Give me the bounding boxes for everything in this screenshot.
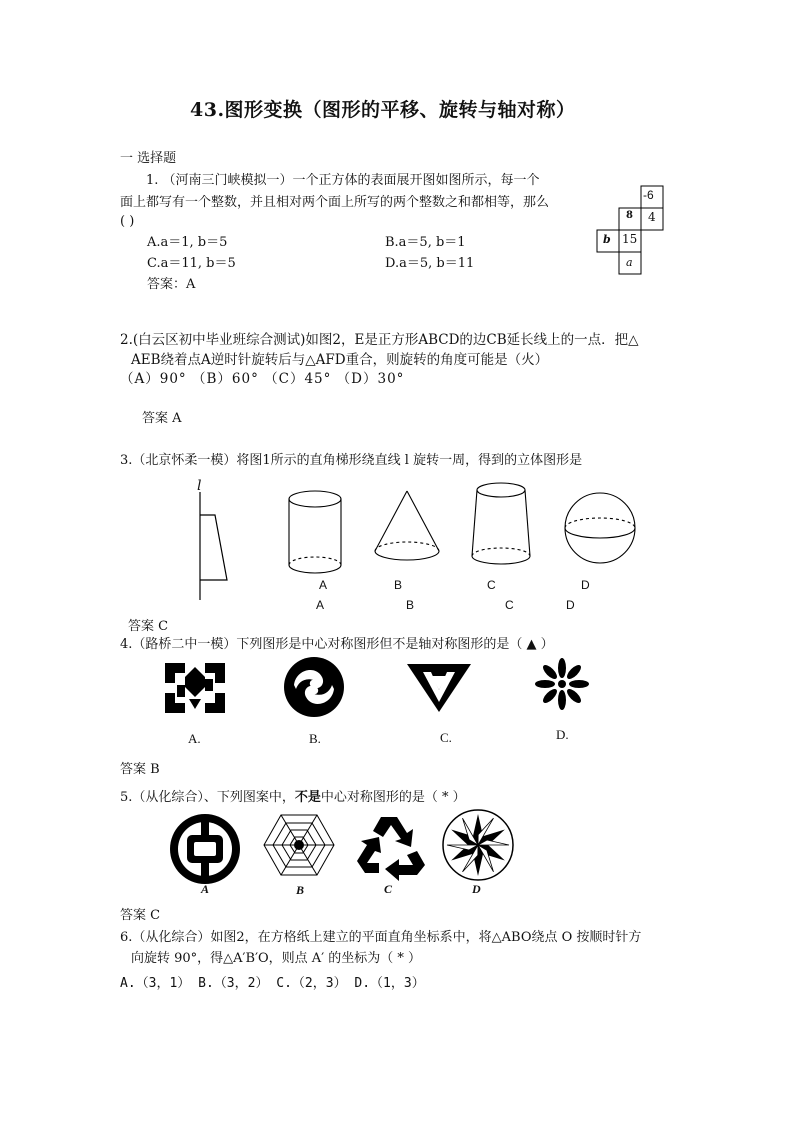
q4-label-a: A. [188,731,201,746]
net-cell-4: 4 [648,210,656,224]
q1-answer: 答案：A [147,277,196,292]
q3-label-upper-d: D [581,578,590,592]
q1-line2: 面上都写有一个整数，并且相对两个面上所写的两个整数之和都相等，那么 [120,195,550,210]
q4-label-d: D. [556,727,569,742]
net-cell-top: -6 [643,188,654,202]
sphere-figure [564,491,644,571]
star-emblem-d-figure [441,808,521,888]
hexagon-web-b-figure [262,812,342,882]
net-cell-15: 15 [622,232,638,246]
q2-answer: 答案 A [142,411,182,426]
q5-label-b: B [296,883,305,897]
frustum-figure [470,480,540,580]
q2-line1: 2.(白云区初中毕业班综合测试)如图2，E是正方形ABCD的边CB延长线上的一点．把△ [120,332,639,348]
q5-label-d: D [472,882,481,896]
q5-line1-pre: 5.（从化综合）、下列图案中， [120,790,295,805]
q3-label-lower-c: C [505,598,514,612]
q1-option-d: D.a＝5, b＝11 [385,256,475,271]
q4-label-b: B. [309,731,321,746]
q1-line3: ( ) [120,214,135,229]
q2-line2: AEB绕着点A逆时针旋转后与△AFD重合，则旋转的角度可能是（火） [131,352,549,368]
emblem-c-figure [405,660,485,720]
q3-label-lower-a: A [316,598,325,612]
cylinder-figure [287,487,347,587]
q6-line1: 6.（从化综合）如图2，在方格纸上建立的平面直角坐标系中，将△ABO绕点 O 按顺时针方 [120,930,642,945]
q2-options: （A）90° （B）60° （C）45° （D）30° [120,371,405,387]
net-cell-b: b [603,233,611,246]
q6-options: A.（3，1） B.（3，2） C.（2，3） D.（1，3） [120,976,425,991]
q5-answer: 答案 C [120,908,161,923]
trapezoid-figure [185,490,245,610]
bank-emblem-a-figure [168,812,248,892]
q3-answer: 答案 C [128,619,169,634]
emblem-a-figure [163,661,233,721]
section-heading: 一 选择题 [120,151,177,166]
q1-option-a: A.a＝1, b＝5 [147,235,228,250]
q6-line2: 向旋转 90°，得△A′B′O，则点 A′ 的坐标为（ * ） [131,951,422,966]
page-title: 43.图形变换（图形的平移、旋转与轴对称） [190,99,576,121]
q3-label-upper-b: B [394,578,403,592]
q3-label-upper-a: A [319,578,328,592]
q1-option-b: B.a＝5, b＝1 [385,235,466,250]
emblem-d-figure [531,656,601,716]
q1-line1: 1. （河南三门峡模拟一）一个正方体的表面展开图如图所示，每一个 [146,173,540,188]
q5-label-a: A [201,882,210,896]
q3-label-upper-c: C [487,578,496,592]
q4-label-c: C. [440,730,452,745]
net-cell-8: 8 [626,210,633,221]
cone-figure [372,487,447,587]
emblem-b-figure [282,655,352,725]
q3-label-lower-b: B [406,598,415,612]
q5-line1-bold: 不是 [294,790,321,805]
q4-line1: 4.（路桥二中一模）下列图形是中心对称图形但不是轴对称图形的是（ ▲ ） [120,637,554,652]
q4-answer: 答案 B [120,762,160,777]
q5-label-c: C [384,882,393,896]
q1-option-c: C.a＝11, b＝5 [147,256,236,271]
recycle-c-figure [355,813,435,883]
q5-line1 [120,790,466,806]
line-l-label: l [197,478,202,494]
q3-label-lower-d: D [566,598,575,612]
q3-line1: 3.（北京怀柔一模）将图1所示的直角梯形绕直线 l 旋转一周，得到的立体图形是 [120,453,583,468]
net-cell-a: a [626,256,633,269]
q5-line1-post: 中心对称图形的是（ * ） [320,790,466,805]
